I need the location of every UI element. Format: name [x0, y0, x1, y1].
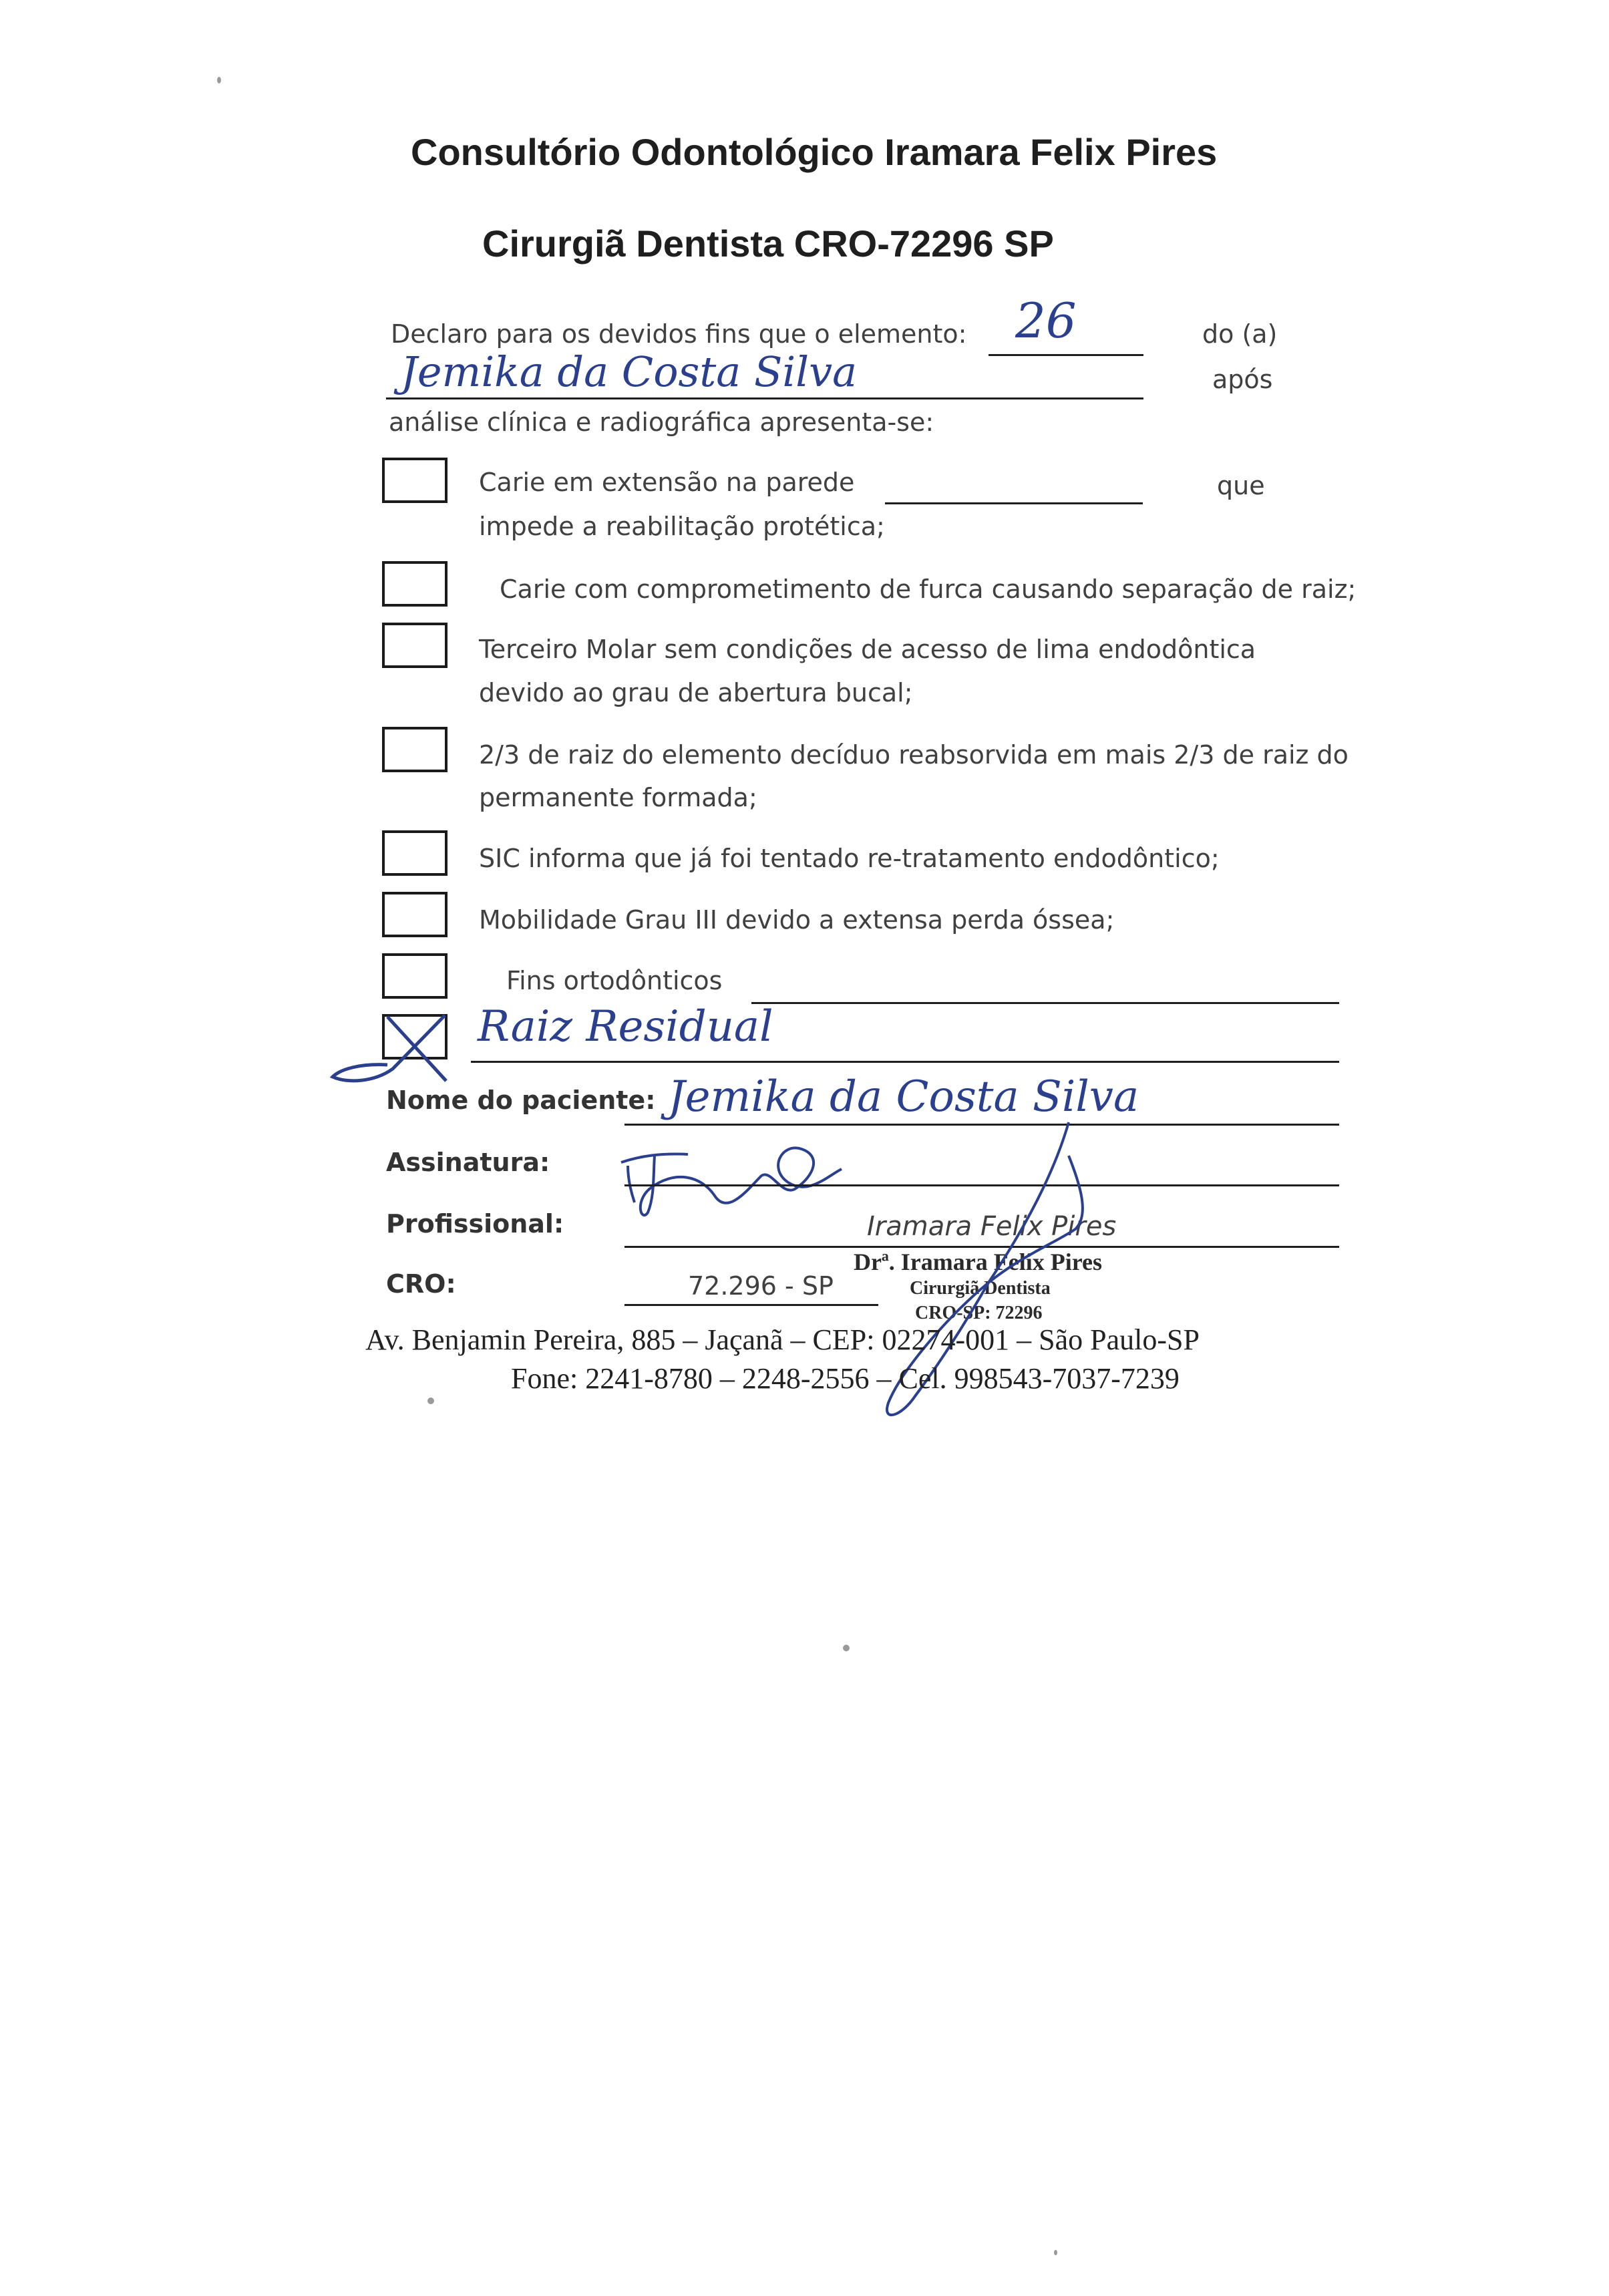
option-text-1: Carie em extensão na parede: [479, 468, 855, 497]
scan-speck: [1054, 2250, 1057, 2255]
profissional-value: Iramara Felix Pires: [867, 1211, 1117, 1242]
scan-speck: [217, 77, 221, 84]
element-number-handwritten: 26: [1015, 293, 1077, 349]
scan-speck: [843, 1645, 850, 1651]
footer-address: Av. Benjamin Pereira, 885 – Jaçanã – CEP: 02274-001 – São Paulo-SP: [365, 1323, 1200, 1356]
cro-value: 72.296 - SP: [688, 1271, 834, 1301]
patient-underline: [386, 397, 1143, 399]
checkmark-x-icon: [327, 1002, 461, 1089]
cro-line: [624, 1304, 878, 1306]
option-text-7: Fins ortodônticos: [506, 966, 723, 995]
element-underline: [989, 354, 1143, 356]
scan-speck: [427, 1398, 434, 1404]
footer-phones: Fone: 2241-8780 – 2248-2556 – Cel. 998543-7037-7239: [511, 1362, 1180, 1395]
do-a-label: do (a): [1202, 319, 1278, 349]
cro-label: CRO:: [386, 1269, 456, 1299]
nome-label: Nome do paciente:: [386, 1086, 656, 1115]
option-text-5: SIC informa que já foi tentado re-tratamento endodôntico;: [479, 844, 1220, 873]
apos-label: após: [1212, 365, 1273, 394]
option-checkbox-6[interactable]: [382, 892, 448, 937]
option-text-4: 2/3 de raiz do elemento decíduo reabsorvida em mais 2/3 de raiz do: [479, 740, 1349, 770]
clinic-title: Consultório Odontológico Iramara Felix Pires: [411, 131, 1218, 173]
stamp-line1: Drª. Iramara Felix Pires: [854, 1249, 1103, 1275]
option-checkbox-1[interactable]: [382, 458, 448, 503]
option-text-6: Mobilidade Grau III devido a extensa perda óssea;: [479, 905, 1115, 935]
option-checkbox-2[interactable]: [382, 561, 448, 607]
patient-signature-scribble: [601, 1129, 895, 1236]
option-text-1b: impede a reabilitação protética;: [479, 512, 885, 541]
assinatura-label: Assinatura:: [386, 1148, 550, 1177]
option-text-8-handwritten: Raiz Residual: [478, 1002, 773, 1051]
option-text-4b: permanente formada;: [479, 783, 757, 812]
option-text-2: Carie com comprometimento de furca causando separação de raiz;: [500, 575, 1357, 604]
profissional-label: Profissional:: [386, 1209, 564, 1239]
option-1-suffix: que: [1217, 471, 1265, 500]
option-checkbox-5[interactable]: [382, 830, 448, 876]
option-checkbox-7[interactable]: [382, 953, 448, 999]
option-checkbox-4[interactable]: [382, 727, 448, 772]
declaration-line3: análise clínica e radiográfica apresenta-se:: [389, 407, 934, 437]
stamp-line2: Cirurgiã Dentista: [910, 1278, 1051, 1299]
stamp-line3: CRO-SP: 72296: [915, 1303, 1043, 1323]
option-1-blank: [885, 502, 1143, 504]
option-text-3: Terceiro Molar sem condições de acesso de lima endodôntica: [479, 635, 1256, 664]
option-8-line: [471, 1061, 1339, 1063]
option-text-3b: devido ao grau de abertura bucal;: [479, 678, 913, 707]
option-checkbox-3[interactable]: [382, 623, 448, 668]
option-7-blank: [751, 1002, 1339, 1004]
declaration-patient-handwritten: Jemika da Costa Silva: [401, 347, 858, 396]
nome-value-handwritten: Jemika da Costa Silva: [668, 1072, 1139, 1122]
clinic-subtitle: Cirurgiã Dentista CRO-72296 SP: [482, 222, 1054, 265]
declaration-line1: Declaro para os devidos fins que o elemento:: [391, 319, 967, 349]
